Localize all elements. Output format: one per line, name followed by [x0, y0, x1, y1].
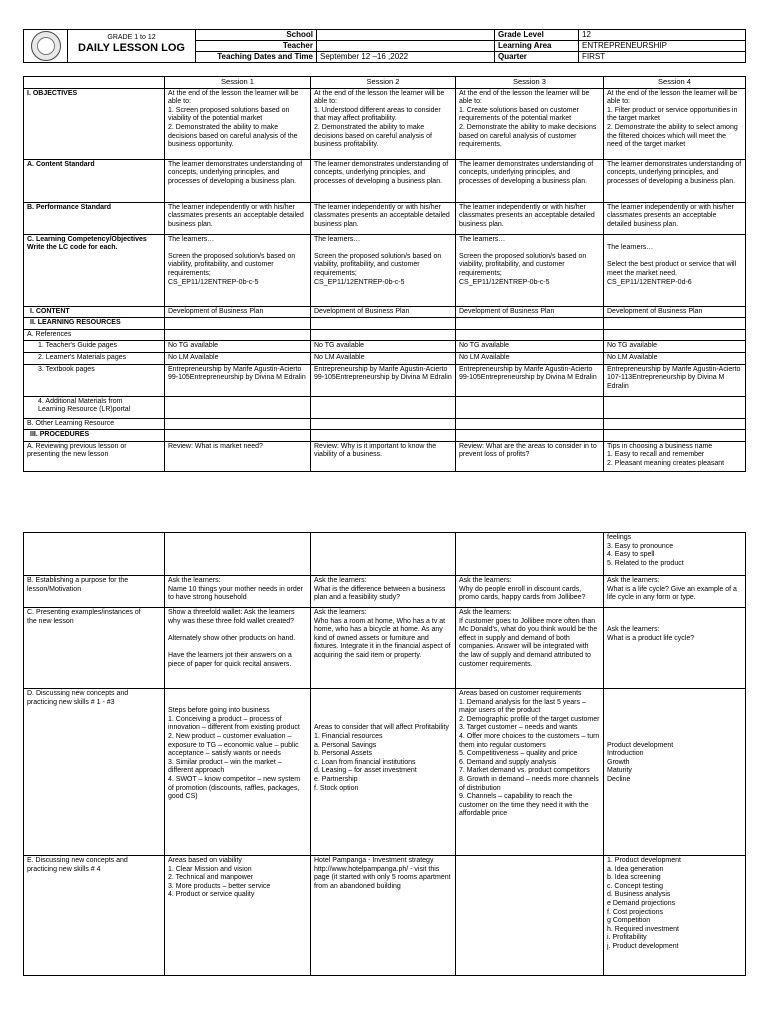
procedure-e-session-2: Hotel Pampanga - Investment strategy http://www.hotelpampanga.ph/ - visit this page (it started with only 5 rooms apartment from an abandoned building: [311, 856, 456, 976]
content-standard-session-4: The learner demonstrates understanding of concepts, underlying principles, and processes of developing a business plan.: [604, 159, 746, 202]
procedure-b-session-1: Ask the learners: Name 10 things your mother needs in order to have strong household: [165, 576, 311, 608]
procedure-d-label: D. Discussing new concepts and practicing new skills # 1 - #3: [24, 689, 165, 856]
content-label: I. CONTENT: [24, 306, 165, 318]
content-standard-session-2: The learner demonstrates understanding of concepts, underlying principles, and processes of developing a business plan.: [311, 159, 456, 202]
competency-session-1: The learners… Screen the proposed solution/s based on viability, profitability, and customer requirements; CS_EP11/12ENTREP-0b-c-5: [165, 234, 311, 306]
learning-resources-label: II. LEARNING RESOURCES: [24, 318, 165, 330]
procedure-b-label: B. Establishing a purpose for the lesson/Motivation: [24, 576, 165, 608]
procedure-a-session-2: Review: Why is it important to know the viability of a business.: [311, 441, 456, 471]
content-standard-label: A. Content Standard: [24, 159, 165, 202]
competency-session-4: The learners… Select the best product or service that will meet the market need. CS_EP11/12ENTREP-0d-6: [604, 234, 746, 306]
procedure-d-session-4: Product development Introduction Growth Maturity Decline: [604, 689, 746, 856]
lm-session-2: No LM Available: [311, 352, 456, 364]
other-resource-label: B. Other Learning Resource: [24, 418, 165, 430]
procedure-b-session-2: Ask the learners: What is the difference between a business plan and a feasibility study?: [311, 576, 456, 608]
objectives-session-1: At the end of the lesson the learner will be able to: 1. Screen proposed solutions based on viability of the potential market 2. Demonstrated the ability to make decisions based on careful analysis of the business opportunity.: [165, 88, 311, 159]
session-header-4: Session 4: [604, 77, 746, 89]
procedure-d-session-1: Steps before going into business 1. Conceiving a product – process of innovation – different from existing product 2. New product – customer evaluation – exposure to TG – economic value – public acceptance – satisfy wants or needs 3. Similar product – win the market – different approach 4. SWOT – know competitor – new system of promotion (discounts, raffles, packages, good CS): [165, 689, 311, 856]
objectives-session-2: At the end of the lesson the learner will be able to: 1. Understood different areas to consider that may affect profitability. 2. Demonstrated the ability to make decisions based on careful analysis of business profitability.: [311, 88, 456, 159]
competency-session-2: The learners… Screen the proposed solution/s based on viability, profitability, and customer requirements; CS_EP11/12ENTREP-0b-c-5: [311, 234, 456, 306]
procedures-label: III. PROCEDURES: [24, 430, 165, 442]
content-session-3: Development of Business Plan: [456, 306, 604, 318]
lm-session-1: No LM Available: [165, 352, 311, 364]
page-title: DAILY LESSON LOG: [78, 42, 185, 54]
session-header-blank: [24, 77, 165, 89]
tg-pages-label: 1. Teacher's Guide pages: [24, 341, 165, 353]
deped-seal-logo: [24, 30, 68, 63]
lm-session-4: No LM Available: [604, 352, 746, 364]
grade-level-label: Grade Level: [495, 30, 579, 41]
tg-session-3: No TG available: [456, 341, 604, 353]
learning-area-value: ENTREPRENEURSHIP: [579, 41, 746, 52]
procedure-b-session-4: Ask the learners: What is a life cycle? Give an example of a life cycle in any form or type.: [604, 576, 746, 608]
objectives-session-4: At the end of the lesson the learner will be able to: 1. Filter product or service opportunities in the target market 2. Demonstrate the ability to select among the filtered choices which will meet the need of the target market: [604, 88, 746, 159]
objectives-label: I. OBJECTIVES: [24, 88, 165, 159]
grade-level-value: 12: [579, 30, 746, 41]
procedure-a-session-4-cont: feelings 3. Easy to pronounce 4. Easy to spell 5. Related to the product: [604, 533, 746, 576]
teacher-value: [317, 41, 495, 52]
procedure-b-session-3: Ask the learners: Why do people enroll in discount cards, promo cards, happy cards from Jollibee?: [456, 576, 604, 608]
quarter-label: Quarter: [495, 52, 579, 63]
competency-label: C. Learning Competency/Objectives Write the LC code for each.: [24, 234, 165, 306]
procedure-c-session-3: Ask the learners: If customer goes to Jollibee more often than Mc Donald's, what do you think would be the effect in supply and demand of both companies. Answer will be integrated with the law of supply and demand attributed to customer requirements.: [456, 608, 604, 689]
dates-label: Teaching Dates and Time: [196, 52, 317, 63]
procedure-c-session-4: Ask the learners: What is a product life cycle?: [604, 608, 746, 689]
tg-session-4: No TG available: [604, 341, 746, 353]
school-label: School: [196, 30, 317, 41]
procedure-a-session-3: Review: What are the areas to consider in to prevent loss of profits?: [456, 441, 604, 471]
grade-range: GRADE 1 to 12: [107, 34, 156, 41]
session-header-2: Session 2: [311, 77, 456, 89]
procedure-a-label: A. Reviewing previous lesson or presenting the new lesson: [24, 441, 165, 471]
textbook-session-4: Entrepreneurship by Marife Agustin-Acierto 107-113Entrepreneurship by Divina M Edralin: [604, 364, 746, 396]
header-title-cell: [68, 30, 196, 63]
session-header-3: Session 3: [456, 77, 604, 89]
content-session-4: Development of Business Plan: [604, 306, 746, 318]
procedure-e-session-1: Areas based on viability 1. Clear Mission and vision 2. Technical and manpower 3. More products – better service 4. Product or service quality: [165, 856, 311, 976]
references-label: A. References: [24, 329, 165, 341]
textbook-session-2: Entrepreneurship by Marife Agustin-Acierto 99-105Entrepreneurship by Divina M Edralin: [311, 364, 456, 396]
procedure-c-session-2: Ask the learners: Who has a room at home, Who has a tv at home, who has a bicycle at home. As any kind of owned assets or furniture and fixtures. Integrate it in the financial aspect of acquiring the said item or property.: [311, 608, 456, 689]
procedure-e-label: E. Discussing new concepts and practicing new skills # 4: [24, 856, 165, 976]
procedure-a-session-4: Tips in choosing a business name 1. Easy to recall and remember 2. Pleasant meaning creates pleasant: [604, 441, 746, 471]
performance-standard-session-2: The learner independently or with his/her classmates presents an acceptable detailed business plan.: [311, 202, 456, 234]
textbook-session-3: Entrepreneurship by Marife Agustin-Acierto 99-105Entrepreneurship by Divina M Edralin: [456, 364, 604, 396]
lesson-log-table-1: [23, 76, 746, 472]
textbook-pages-label: 3. Textbook pages: [24, 364, 165, 396]
procedure-e-session-4: 1. Product development a. Idea generation b. Idea screening c. Concept testing d. Business analysis e Demand projections f. Cost projections g Competition h. Required investment i. Profitability j. Product development: [604, 856, 746, 976]
procedure-d-session-3: Areas based on customer requirements 1. Demand analysis for the last 5 years – major users of the product 2. Demographic profile of the target customer 3. Target customer – needs and wants 4. Offer more choices to the customers – turn them into regular customers 5. Competitiveness – quality and price 6. Demand and supply analysis 7. Market demand vs. product competitors 8. Growth in demand – needs more channels of distribution 9. Channels – capability to reach the customer on the time they need it with the affordable price: [456, 689, 604, 856]
additional-materials-label: 4. Additional Materials from Learning Resource (LR)portal: [24, 396, 165, 418]
textbook-session-1: Entrepreneurship by Marife Agustin-Acierto 99-105Entrepreneurship by Divina M Edralin: [165, 364, 311, 396]
lesson-log-table-2: [23, 532, 746, 976]
procedure-a-session-1: Review: What is market need?: [165, 441, 311, 471]
competency-session-3: The learners… Screen the proposed solution/s based on viability, profitability, and customer requirements; CS_EP11/12ENTREP-0b-c-5: [456, 234, 604, 306]
header-table: [23, 29, 746, 63]
performance-standard-label: B. Performance Standard: [24, 202, 165, 234]
tg-session-2: No TG available: [311, 341, 456, 353]
teacher-label: Teacher: [196, 41, 317, 52]
objectives-session-3: At the end of the lesson the learner will be able to: 1. Create solutions based on customer requirements of the potential market 2. Demonstrate the ability to make decisions based on careful analysis of customer requirements.: [456, 88, 604, 159]
lm-pages-label: 2. Learner's Materials pages: [24, 352, 165, 364]
procedure-c-session-1: Show a threefold wallet: Ask the learners why was these three fold wallet created? Alternately show other products on hand. Have the learners jot their answers on a piece of paper for quick recital answers.: [165, 608, 311, 689]
content-session-2: Development of Business Plan: [311, 306, 456, 318]
learning-area-label: Learning Area: [495, 41, 579, 52]
content-session-1: Development of Business Plan: [165, 306, 311, 318]
lm-session-3: No LM Available: [456, 352, 604, 364]
performance-standard-session-3: The learner independently or with his/her classmates presents an acceptable detailed business plan.: [456, 202, 604, 234]
quarter-value: FIRST: [579, 52, 746, 63]
dates-value: September 12 –16 ,2022: [317, 52, 495, 63]
performance-standard-session-1: The learner independently or with his/her classmates presents an acceptable detailed business plan.: [165, 202, 311, 234]
tg-session-1: No TG available: [165, 341, 311, 353]
content-standard-session-3: The learner demonstrates understanding of concepts, underlying principles, and processes of developing a business plan.: [456, 159, 604, 202]
procedure-e-session-3: [456, 856, 604, 976]
procedure-c-label: C. Presenting examples/instances of the new lesson: [24, 608, 165, 689]
content-standard-session-1: The learner demonstrates understanding of concepts, underlying principles, and processes of developing a business plan.: [165, 159, 311, 202]
school-value: [317, 30, 495, 41]
session-header-1: Session 1: [165, 77, 311, 89]
procedure-d-session-2: Areas to consider that will affect Profitability 1. Financial resources a. Personal Savings b. Personal Assets c. Loan from financial institutions d. Leasing – for asset investment e. Partnership f. Stock option: [311, 689, 456, 856]
performance-standard-session-4: The learner independently or with his/her classmates presents an acceptable detailed business plan.: [604, 202, 746, 234]
